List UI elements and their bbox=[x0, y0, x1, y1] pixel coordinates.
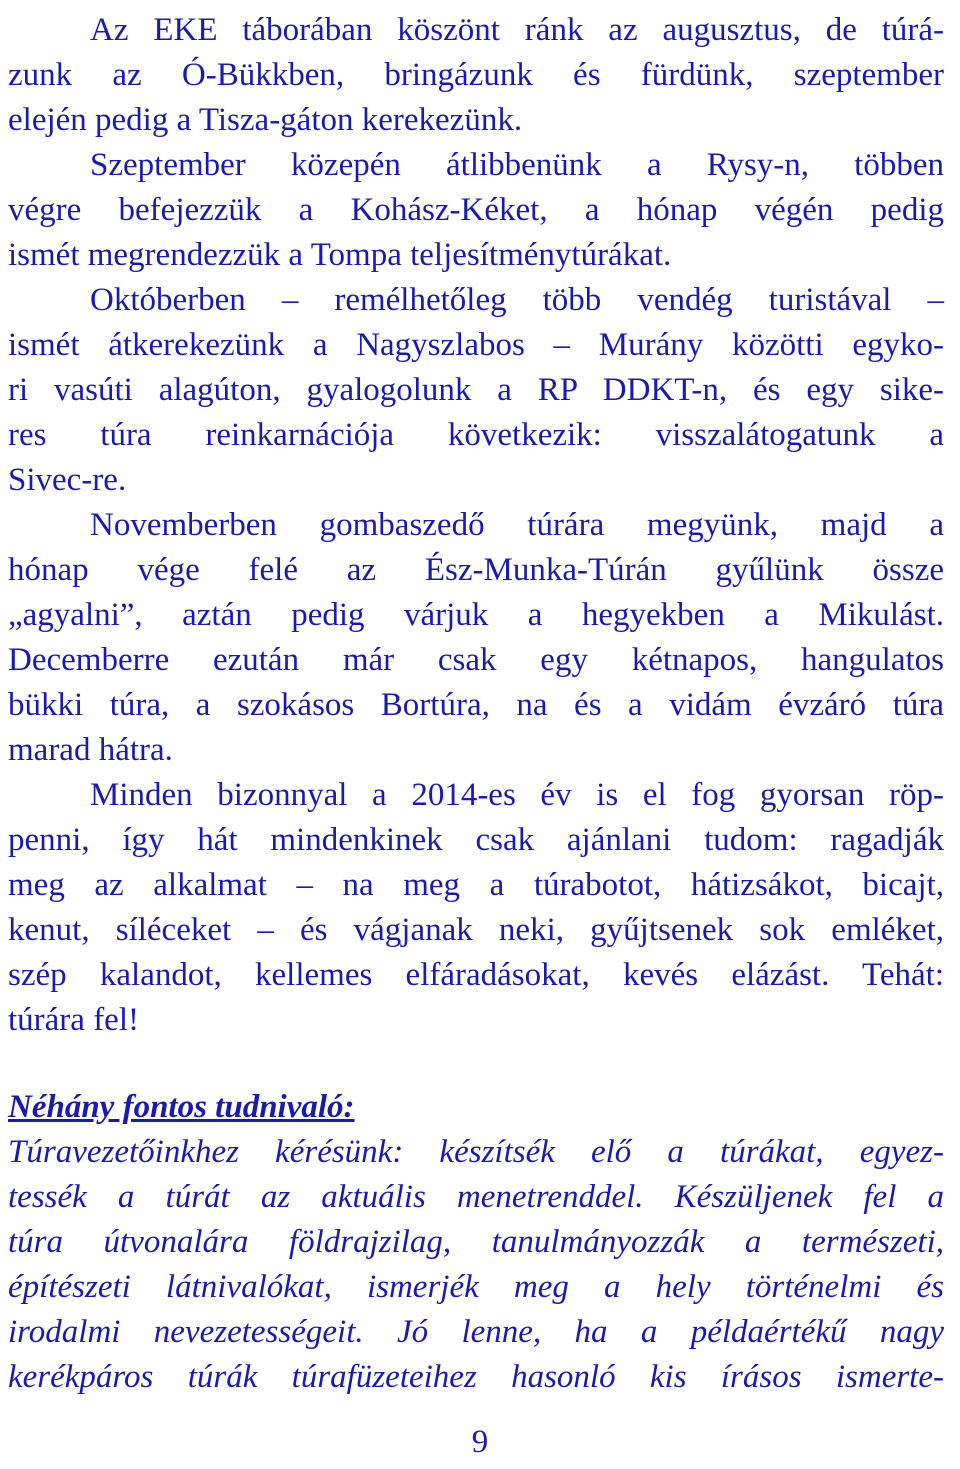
text-line: hónap vége felé az Ész-Munka-Túrán gyűlünk össze bbox=[8, 552, 944, 588]
text-line: túra útvonalára földrajzilag, tanulmányozzák a természeti, bbox=[8, 1224, 944, 1260]
text-line: bükki túra, a szokásos Bortúra, na és a vidám évzáró túra bbox=[8, 687, 944, 723]
text-line: Szeptember közepén átlibbenünk a Rysy-n, többen bbox=[90, 147, 944, 183]
text-line: Októberben – remélhetőleg több vendég turistával – bbox=[90, 282, 944, 318]
text-line: Minden bizonnyal a 2014-es év is el fog gyorsan röp- bbox=[90, 777, 944, 813]
text-line: marad hátra. bbox=[8, 732, 173, 768]
text-line: kenut, síléceket – és vágjanak neki, gyűjtsenek sok emléket, bbox=[8, 912, 944, 948]
text-line: res túra reinkarnációja következik: visszalátogatunk a bbox=[8, 417, 944, 453]
text-line: irodalmi nevezetességeit. Jó lenne, ha a példaértékű nagy bbox=[8, 1314, 944, 1350]
text-line: Decemberre ezután már csak egy kétnapos, hangulatos bbox=[8, 642, 944, 678]
text-line: penni, így hát mindenkinek csak ajánlani tudom: ragadják bbox=[8, 822, 944, 858]
section-heading: Néhány fontos tudnivaló: bbox=[8, 1089, 355, 1125]
text-line: Novemberben gombaszedő túrára megyünk, majd a bbox=[90, 507, 944, 543]
text-line: ri vasúti alagúton, gyalogolunk a RP DDKT-n, és egy sike- bbox=[8, 372, 944, 408]
text-line: végre befejezzük a Kohász-Kéket, a hónap végén pedig bbox=[8, 192, 944, 228]
text-line: ismét átkerekezünk a Nagyszlabos – Murány közötti egyko- bbox=[8, 327, 944, 363]
text-line: ismét megrendezzük a Tompa teljesítménytúrákat. bbox=[8, 237, 672, 273]
text-line: meg az alkalmat – na meg a túrabotot, hátizsákot, bicajt, bbox=[8, 867, 944, 903]
page-number: 9 bbox=[471, 1424, 489, 1460]
text-line: zunk az Ó-Bükkben, bringázunk és fürdünk, szeptember bbox=[8, 57, 944, 93]
text-line: Az EKE táborában köszönt ránk az augusztus, de túrá- bbox=[90, 12, 944, 48]
text-line: Sivec-re. bbox=[8, 462, 127, 498]
text-line: túrára fel! bbox=[8, 1002, 139, 1038]
text-line: tessék a túrát az aktuális menetrenddel. Készüljenek fel a bbox=[8, 1179, 944, 1215]
text-line: elején pedig a Tisza-gáton kerekezünk. bbox=[8, 102, 523, 138]
text-line: szép kalandot, kellemes elfáradásokat, kevés elázást. Tehát: bbox=[8, 957, 944, 993]
text-line: „agyalni”, aztán pedig várjuk a hegyekben a Mikulást. bbox=[8, 597, 944, 633]
text-line: Túravezetőinkhez kérésünk: készítsék elő a túrákat, egyez- bbox=[8, 1134, 944, 1170]
text-line: kerékpáros túrák túrafüzeteihez hasonló kis írásos ismerte- bbox=[8, 1359, 944, 1395]
text-line: építészeti látnivalókat, ismerjék meg a hely történelmi és bbox=[8, 1269, 944, 1305]
